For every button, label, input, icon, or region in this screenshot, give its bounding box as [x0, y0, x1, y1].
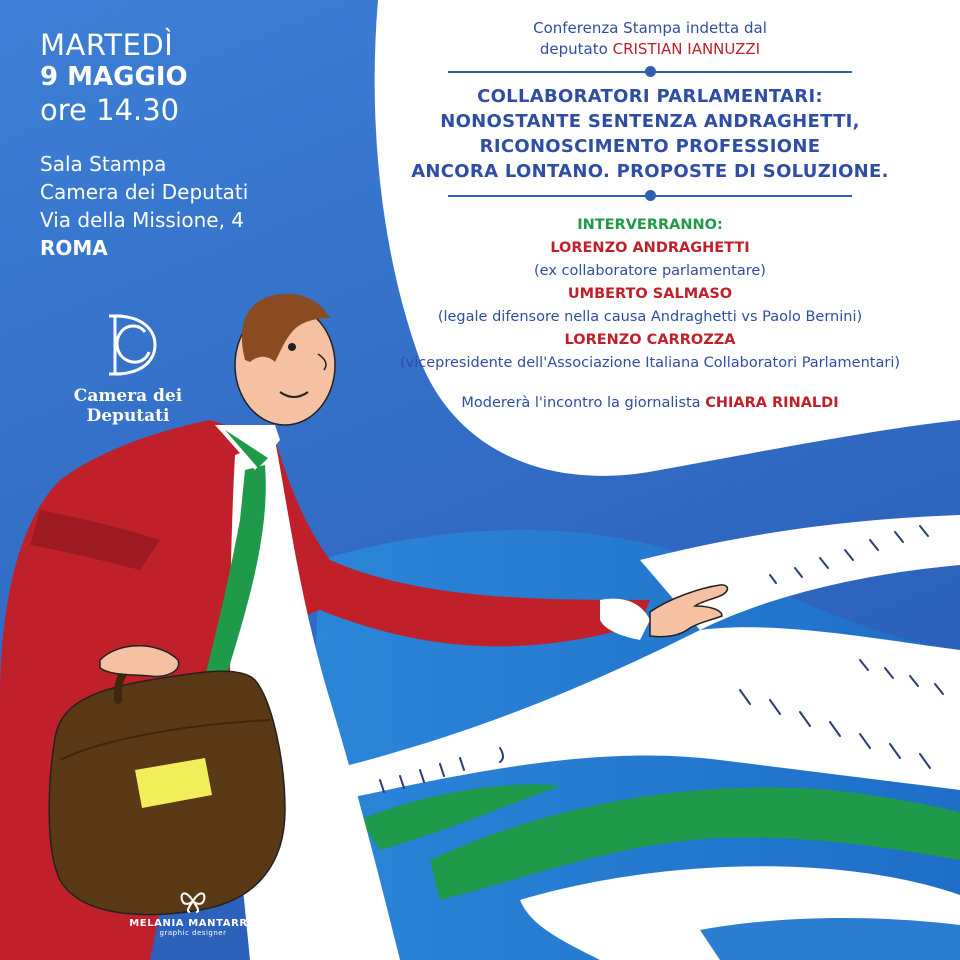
speaker-name: LORENZO CARROZZA: [564, 332, 736, 348]
speaker-role: (vicepresidente dell'Associazione Italiana Collaboratori Parlamentari): [399, 355, 901, 371]
headline-line: NONOSTANTE SENTENZA ANDRAGHETTI,: [440, 111, 860, 132]
butterfly-icon: [178, 888, 208, 914]
headline-line: COLLABORATORI PARLAMENTARI:: [477, 86, 823, 107]
camera-logo: [38, 310, 218, 426]
speaker-role: (ex collaboratore parlamentare): [534, 263, 766, 279]
intro-line: Conferenza Stampa indetta dal: [533, 19, 767, 37]
headline: [350, 84, 950, 184]
designer-credit: [118, 888, 268, 937]
designer-role: graphic designer: [159, 929, 227, 937]
venue-block: [40, 150, 248, 262]
speaker-name: LORENZO ANDRAGHETTI: [550, 240, 750, 256]
camera-monogram-icon: [93, 310, 163, 380]
designer-name: MELANIA MANTARRO: [129, 918, 257, 929]
intro-prefix: deputato: [539, 40, 608, 58]
venue-line: Camera dei Deputati: [40, 180, 249, 204]
divider: [448, 66, 852, 78]
moderator-text: Modererà l'incontro la giornalista: [461, 395, 701, 411]
moderator-name: CHIARA RINALDI: [705, 395, 839, 411]
venue-city: ROMA: [40, 236, 108, 260]
headline-line: ANCORA LONTANO. PROPOSTE DI SOLUZIONE.: [411, 161, 889, 182]
event-date: 9 MAGGIO: [40, 62, 188, 93]
divider: [448, 190, 852, 202]
venue-line: Via della Missione, 4: [40, 208, 245, 232]
event-day: MARTEDÌ: [40, 28, 174, 62]
speakers-list: [350, 214, 950, 375]
host-name: CRISTIAN IANNUZZI: [612, 40, 761, 58]
headline-line: RICONOSCIMENTO PROFESSIONE: [479, 136, 821, 157]
logo-caption: Camera dei Deputati: [73, 386, 183, 426]
intro-host-line: [350, 39, 950, 60]
moderator-line: [350, 395, 950, 411]
speakers-heading: INTERVERRANNO:: [577, 217, 723, 233]
event-date-block: [40, 28, 188, 127]
conference-details: [350, 18, 950, 411]
speaker-name: UMBERTO SALMASO: [567, 286, 733, 302]
speaker-role: (legale difensore nella causa Andraghetti vs Paolo Bernini): [437, 309, 863, 325]
event-time: ore 14.30: [40, 92, 180, 127]
venue-line: Sala Stampa: [40, 152, 167, 176]
